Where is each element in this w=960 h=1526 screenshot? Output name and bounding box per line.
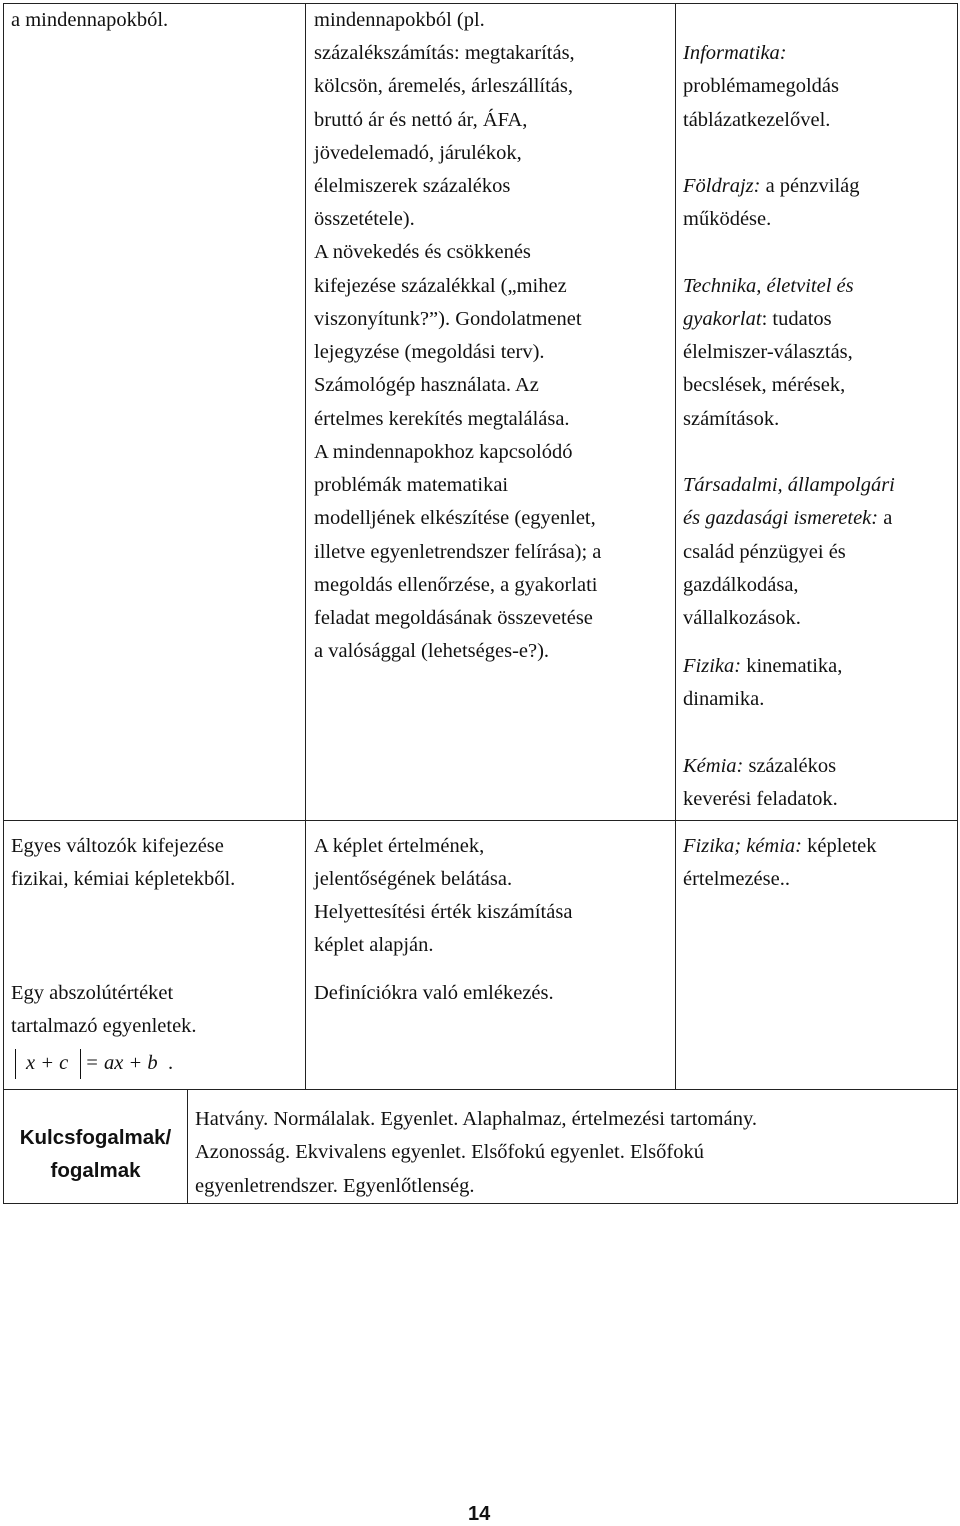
- row1-col2-line: viszonyítunk?”). Gondolatmenet: [314, 308, 582, 330]
- tarsadalmi-text: a: [878, 507, 893, 529]
- abs-bar-left: [15, 1049, 16, 1079]
- row3-col1-line: Egy abszolútértéket: [11, 982, 174, 1004]
- tarsadalmi-label: Társadalmi, állampolgári: [683, 474, 895, 496]
- technika-text: : tudatos: [761, 308, 832, 330]
- keyconcepts-divider: [187, 1089, 188, 1204]
- row1-col2-line: A mindennapokhoz kapcsolódó: [314, 441, 573, 463]
- row2-col2-line: jelentőségének belátása.: [314, 868, 513, 890]
- equation-lhs: x + c: [26, 1052, 69, 1074]
- keyconcepts-text: Hatvány. Normálalak. Egyenlet. Alaphalmaz, értelmezési tartomány.: [195, 1108, 758, 1130]
- informatika-text: táblázatkezelővel.: [683, 109, 831, 131]
- fizika-label: Fizika:: [683, 655, 742, 677]
- row1-col2-line: a valósággal (lehetséges-e?).: [314, 640, 550, 662]
- abs-bar-right: [80, 1049, 81, 1079]
- row1-col2-line: megoldás ellenőrzése, a gyakorlati: [314, 574, 598, 596]
- row1-col2-line: értelmes kerekítés megtalálása.: [314, 408, 570, 430]
- keyconcepts-label: fogalmak: [50, 1159, 141, 1182]
- tarsadalmi-text: gazdálkodása,: [683, 574, 799, 596]
- technika-text: élelmiszer-választás,: [683, 341, 853, 363]
- row3-col1-line: tartalmazó egyenletek.: [11, 1015, 197, 1037]
- row1-col2-line: feladat megoldásának összevetése: [314, 607, 593, 629]
- tarsadalmi-label: és gazdasági ismeretek:: [683, 507, 879, 529]
- keyconcepts-text: egyenletrendszer. Egyenlőtlenség.: [195, 1175, 475, 1197]
- row3-col2-line: Definíciókra való emlékezés.: [314, 982, 554, 1004]
- row1-col2-line: százalékszámítás: megtakarítás,: [314, 42, 575, 64]
- kemia-label: Kémia:: [683, 755, 744, 777]
- row1-col1-line: a mindennapokból.: [11, 9, 169, 31]
- fizika-kemia-label: Fizika; kémia:: [683, 835, 802, 857]
- row-divider-2: [3, 1089, 958, 1090]
- row1-col2-line: kölcsön, áremelés, árleszállítás,: [314, 75, 573, 97]
- fizika-kemia-line: [683, 830, 877, 863]
- row1-col2-line: mindennapokból (pl.: [314, 9, 485, 31]
- row1-col2-line: modelljének elkészítése (egyenlet,: [314, 507, 596, 529]
- table-border-bottom: [3, 1203, 958, 1204]
- page-number: 14: [468, 1503, 491, 1525]
- row1-col2-line: Számológép használata. Az: [314, 374, 539, 396]
- technika-text: számítások.: [683, 408, 780, 430]
- technika-label: Technika, életvitel és: [683, 275, 854, 297]
- kemia-text: keverési feladatok.: [683, 788, 838, 810]
- row2-col1-line: Egyes változók kifejezése: [11, 835, 224, 857]
- foldrajz-text: működése.: [683, 208, 772, 230]
- row2-col2-line: Helyettesítési érték kiszámítása: [314, 901, 573, 923]
- fizika-text: dinamika.: [683, 688, 765, 710]
- row-divider-1: [3, 820, 958, 821]
- kemia-line: [683, 750, 836, 783]
- technika-line: [683, 303, 832, 336]
- equation-rhs: = ax + b: [85, 1052, 158, 1074]
- row2-col2-line: A képlet értelmének,: [314, 835, 485, 857]
- row2-col2-line: képlet alapján.: [314, 934, 434, 956]
- row1-col2-line: élelmiszerek százalékos: [314, 175, 511, 197]
- table-border-right: [957, 3, 958, 1204]
- row1-col2-line: problémák matematikai: [314, 474, 509, 496]
- keyconcepts-label: Kulcsfogalmak/: [19, 1126, 172, 1149]
- keyconcepts-text: Azonosság. Ekvivalens egyenlet. Elsőfokú egyenlet. Elsőfokú: [195, 1141, 704, 1163]
- fizika-kemia-text: képletek: [801, 835, 877, 857]
- row2-col1-line: fizikai, kémiai képletekből.: [11, 868, 236, 890]
- row1-col2-line: bruttó ár és nettó ár, ÁFA,: [314, 109, 528, 131]
- row1-col2-line: A növekedés és csökkenés: [314, 241, 531, 263]
- tarsadalmi-text: vállalkozások.: [683, 607, 801, 629]
- row1-col2-line: jövedelemadó, járulékok,: [314, 142, 522, 164]
- row1-col2-line: lejegyzése (megoldási terv).: [314, 341, 545, 363]
- row1-col2-line: illetve egyenletrendszer felírása); a: [314, 541, 602, 563]
- column-divider-2: [675, 3, 676, 1089]
- equation-end: .: [168, 1052, 174, 1074]
- fizika-line: [683, 650, 842, 683]
- technika-text: becslések, mérések,: [683, 374, 846, 396]
- row1-col2-line: összetétele).: [314, 208, 415, 230]
- tarsadalmi-text: család pénzügyei és: [683, 541, 846, 563]
- foldrajz-label: Földrajz:: [683, 175, 761, 197]
- informatika-text: problémamegoldás: [683, 75, 839, 97]
- foldrajz-text: a pénzvilág: [760, 175, 860, 197]
- fizika-kemia-text: értelmezése..: [683, 868, 790, 890]
- column-divider-1: [305, 3, 306, 1089]
- foldrajz-line: [683, 170, 860, 203]
- technika-label: gyakorlat: [683, 308, 762, 330]
- row1-col2-line: kifejezése százalékkal („mihez: [314, 275, 567, 297]
- kemia-text: százalékos: [743, 755, 837, 777]
- tarsadalmi-line: [683, 502, 892, 535]
- table-border-left: [3, 3, 4, 1204]
- fizika-text: kinematika,: [741, 655, 843, 677]
- informatika-label: Informatika:: [683, 42, 787, 64]
